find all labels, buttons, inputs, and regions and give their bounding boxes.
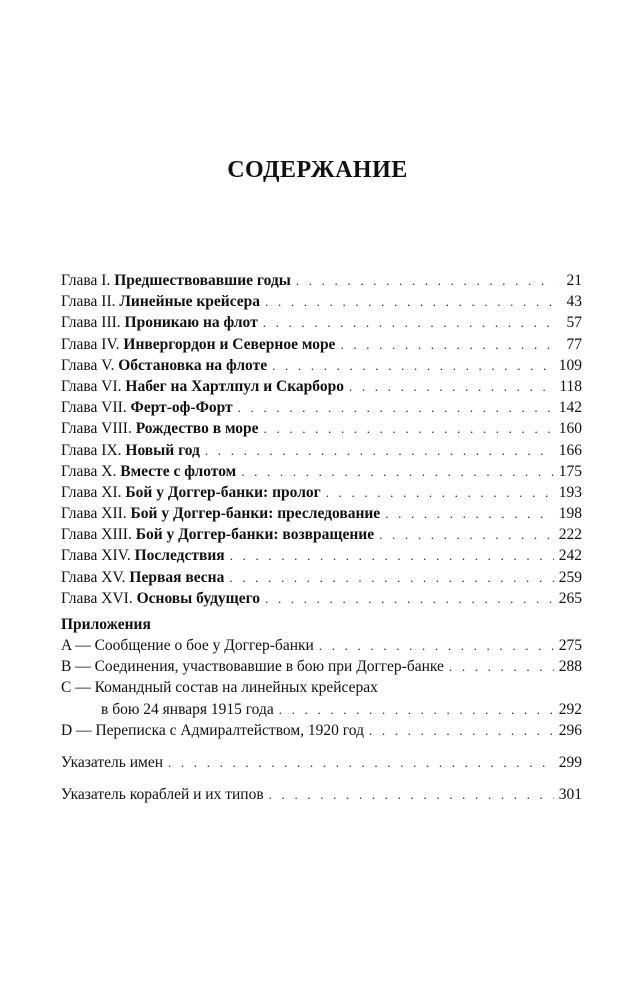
chapter-title: Бой у Доггер-банки: возвращение xyxy=(135,526,375,544)
page-number: 299 xyxy=(558,753,582,771)
dot-leader xyxy=(205,440,554,461)
page-number: 77 xyxy=(566,335,582,353)
dot-leader xyxy=(263,312,555,333)
page-number: 301 xyxy=(558,786,582,804)
dot-leader xyxy=(349,376,554,397)
chapter-title: Ферт-оф-Форт xyxy=(130,399,233,417)
chapter-prefix: Глава XII. xyxy=(61,505,127,523)
chapter-prefix: Глава XVI. xyxy=(61,589,133,607)
dot-leader xyxy=(264,418,554,439)
index-title: Указатель кораблей и их типов xyxy=(61,786,264,804)
appendix-title: A — Сообщение о бое у Доггер-банки xyxy=(61,637,314,654)
chapter-prefix: Глава VI. xyxy=(61,377,122,395)
chapter-title: Бой у Доггер-банки: преследование xyxy=(130,505,381,523)
toc-entry-chapter-12[interactable] xyxy=(61,503,582,524)
chapter-prefix: Глава III. xyxy=(61,314,121,332)
dot-leader xyxy=(229,567,553,588)
dot-leader xyxy=(326,482,554,503)
chapter-title: Инвергордон и Северное море xyxy=(123,335,336,353)
page-number: 57 xyxy=(566,314,582,332)
page-number: 118 xyxy=(559,377,582,395)
page-number: 43 xyxy=(566,293,582,311)
page-number: 21 xyxy=(566,272,582,289)
chapter-title: Проникаю на флот xyxy=(124,314,258,332)
chapter-prefix: Глава VIII. xyxy=(61,420,132,438)
page-number: 242 xyxy=(558,547,582,565)
appendix-title: D — Переписка с Адмиралтейством, 1920 год xyxy=(61,721,364,739)
toc-entry-chapter-5[interactable] xyxy=(61,355,582,376)
chapter-prefix: Глава X. xyxy=(61,462,117,480)
toc-entry-chapter-9[interactable] xyxy=(61,440,582,461)
toc-entry-chapter-1[interactable] xyxy=(61,270,582,291)
toc-entry-appendix-c[interactable] xyxy=(61,699,582,720)
chapter-title: Рождество в море xyxy=(135,420,259,438)
chapter-prefix: Глава XV. xyxy=(61,568,126,586)
page-number: 198 xyxy=(558,505,582,523)
dot-leader xyxy=(168,752,554,773)
page-number: 175 xyxy=(558,462,582,480)
toc-entry-appendix-a[interactable] xyxy=(61,635,582,656)
appendix-title: B — Соединения, участвовавшие в бою при Доггер-банке xyxy=(61,658,444,676)
page-number: 288 xyxy=(558,658,582,676)
dot-leader xyxy=(340,334,555,355)
chapter-title: Набег на Хартлпул и Скарборо xyxy=(125,377,344,395)
dot-leader xyxy=(241,461,554,482)
page-number: 292 xyxy=(558,700,582,718)
dot-leader xyxy=(449,656,554,677)
dot-leader xyxy=(265,588,554,609)
table-of-contents xyxy=(61,270,582,805)
toc-entry-chapter-15[interactable] xyxy=(61,567,582,588)
appendices-heading: Приложения xyxy=(61,616,151,633)
chapter-prefix: Глава XIII. xyxy=(61,526,132,544)
dot-leader xyxy=(238,397,554,418)
chapter-prefix: Глава IV. xyxy=(61,335,120,353)
chapter-title: Вместе с флотом xyxy=(120,462,237,480)
toc-entry-chapter-13[interactable] xyxy=(61,524,582,545)
dot-leader xyxy=(379,524,554,545)
page-number: 222 xyxy=(558,526,582,544)
chapter-title: Предшествовавшие годы xyxy=(114,272,291,289)
appendix-c-line1[interactable]: C — Командный состав на линейных крейсерах xyxy=(61,679,378,697)
toc-entry-chapter-6[interactable] xyxy=(61,376,582,397)
index-title: Указатель имен xyxy=(61,753,163,771)
toc-entry-chapter-14[interactable] xyxy=(61,545,582,566)
page-number: 109 xyxy=(558,356,582,374)
dot-leader xyxy=(265,291,555,312)
page-number: 275 xyxy=(558,637,582,654)
chapter-prefix: Глава I. xyxy=(61,272,111,289)
chapter-prefix: Глава V. xyxy=(61,356,115,374)
dot-leader xyxy=(385,503,554,524)
dot-leader xyxy=(319,635,554,656)
toc-entry-index-ships[interactable] xyxy=(61,784,582,805)
page-number: 296 xyxy=(558,721,582,739)
chapter-prefix: Глава VII. xyxy=(61,399,127,417)
chapter-title: Обстановка на флоте xyxy=(118,356,268,374)
toc-entry-index-names[interactable] xyxy=(61,752,582,773)
page-number: 259 xyxy=(558,568,582,586)
toc-entry-chapter-8[interactable] xyxy=(61,418,582,439)
toc-entry-chapter-16[interactable] xyxy=(61,588,582,609)
chapter-title: Линейные крейсера xyxy=(119,293,261,311)
dot-leader xyxy=(279,699,554,720)
chapter-title: Первая весна xyxy=(129,568,225,586)
toc-entry-chapter-7[interactable] xyxy=(61,397,582,418)
chapter-prefix: Глава XI. xyxy=(61,483,122,501)
dot-leader xyxy=(369,720,554,741)
dot-leader xyxy=(230,545,554,566)
chapter-prefix: Глава II. xyxy=(61,293,116,311)
page-number: 160 xyxy=(558,420,582,438)
dot-leader xyxy=(296,270,555,291)
dot-leader xyxy=(269,784,554,805)
spacer xyxy=(61,741,582,752)
toc-entry-appendix-d[interactable] xyxy=(61,720,582,741)
page-number: 193 xyxy=(558,483,582,501)
toc-entry-chapter-2[interactable] xyxy=(61,291,582,312)
toc-entry-chapter-10[interactable] xyxy=(61,461,582,482)
toc-entry-chapter-11[interactable] xyxy=(61,482,582,503)
toc-entry-chapter-4[interactable] xyxy=(61,334,582,355)
dot-leader xyxy=(272,355,554,376)
chapter-prefix: Глава XIV. xyxy=(61,547,131,565)
appendix-title: в бою 24 января 1915 года xyxy=(101,700,274,718)
page-title: СОДЕРЖАНИЕ xyxy=(227,157,408,183)
chapter-title: Новый год xyxy=(125,441,200,459)
spacer xyxy=(61,773,582,784)
chapter-title: Основы будущего xyxy=(136,589,261,607)
page-number: 265 xyxy=(558,589,582,607)
chapter-title: Бой у Доггер-банки: пролог xyxy=(125,483,321,501)
chapter-title: Последствия xyxy=(134,547,225,565)
toc-entry-appendix-b[interactable] xyxy=(61,656,582,677)
toc-entry-chapter-3[interactable] xyxy=(61,312,582,333)
page-number: 142 xyxy=(558,399,582,417)
page-number: 166 xyxy=(558,441,582,459)
chapter-prefix: Глава IX. xyxy=(61,441,122,459)
